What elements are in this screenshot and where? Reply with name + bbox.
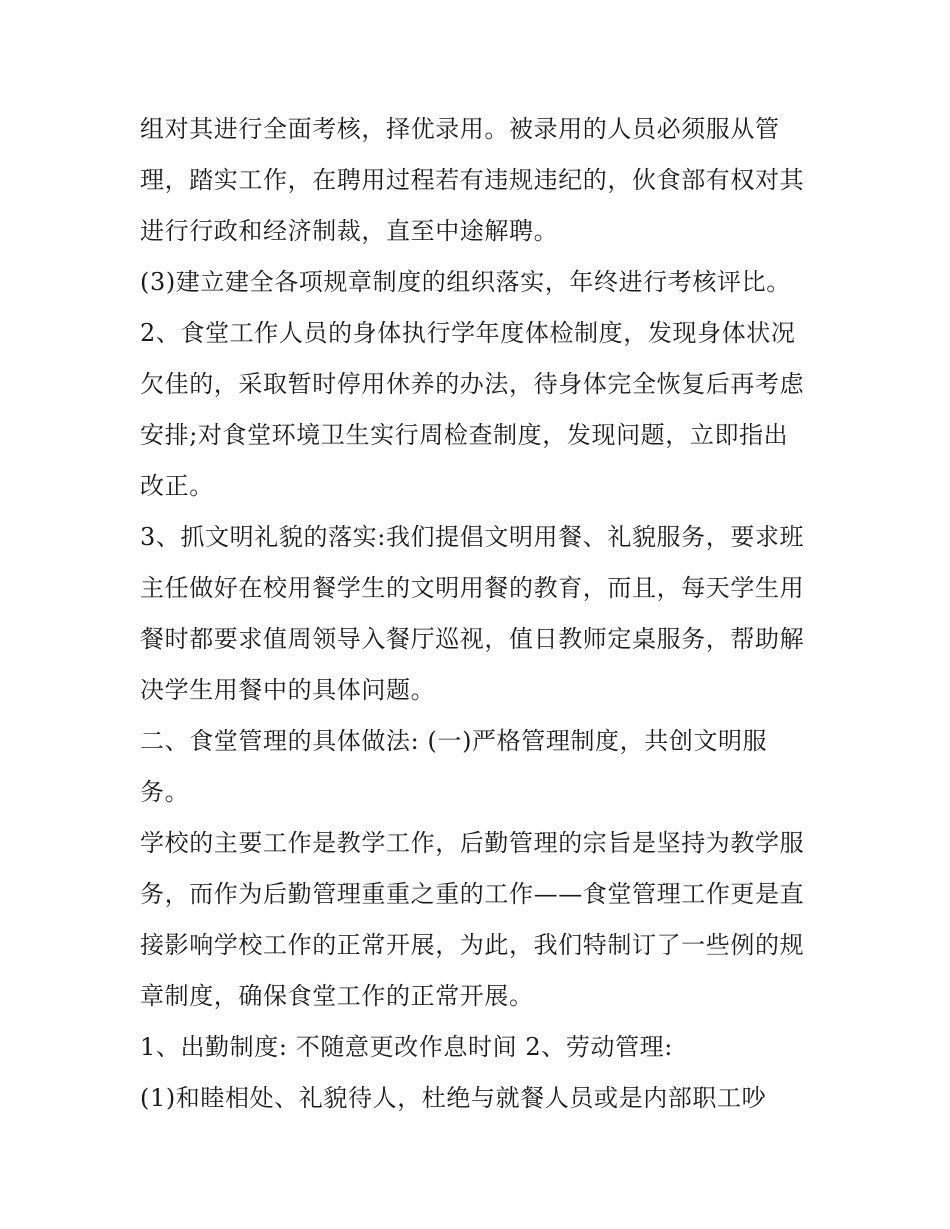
text-line: (1)和睦相处、礼貌待人，杜绝与就餐人员或是内部职工吵 <box>140 1084 767 1112</box>
text-line: 改正。 <box>140 472 214 500</box>
text-line: (3)建立建全各项规章制度的组织落实，年终进行考核评比。 <box>140 268 791 296</box>
text-line: 安排;对食堂环境卫生实行周检查制度，发现问题，立即指出 <box>140 421 789 449</box>
text-line: 务。 <box>140 778 190 806</box>
text-line: 1、出勤制度: 不随意更改作息时间 2、劳动管理: <box>140 1033 673 1061</box>
text-line: 二、食堂管理的具体做法: (一)严格管理制度，共创文明服 <box>140 727 768 755</box>
text-line: 章制度，确保食堂工作的正常开展。 <box>140 982 534 1010</box>
text-line: 接影响学校工作的正常开展，为此，我们特制订了一些例的规 <box>140 931 805 959</box>
text-line: 组对其进行全面考核，择优录用。被录用的人员必须服从管 <box>140 115 780 143</box>
text-line: 3、抓文明礼貌的落实:我们提倡文明用餐、礼貌服务，要求班 <box>140 523 805 551</box>
text-line: 学校的主要工作是教学工作，后勤管理的宗旨是坚持为教学服 <box>140 829 805 857</box>
text-line: 餐时都要求值周领导入餐厅巡视，值日教师定桌服务，帮助解 <box>140 625 805 653</box>
text-line: 理，踏实工作，在聘用过程若有违规违纪的，伙食部有权对其 <box>140 166 805 194</box>
text-line: 务，而作为后勤管理重重之重的工作——食堂管理工作更是直 <box>140 880 805 908</box>
text-line: 进行行政和经济制裁，直至中途解聘。 <box>140 217 559 245</box>
text-line: 主任做好在校用餐学生的文明用餐的教育，而且，每天学生用 <box>140 574 805 602</box>
text-line: 欠佳的，采取暂时停用休养的办法，待身体完全恢复后再考虑 <box>140 370 805 398</box>
text-line: 决学生用餐中的具体问题。 <box>140 676 436 704</box>
text-line: 2、食堂工作人员的身体执行学年度体检制度，发现身体状况 <box>140 319 796 347</box>
